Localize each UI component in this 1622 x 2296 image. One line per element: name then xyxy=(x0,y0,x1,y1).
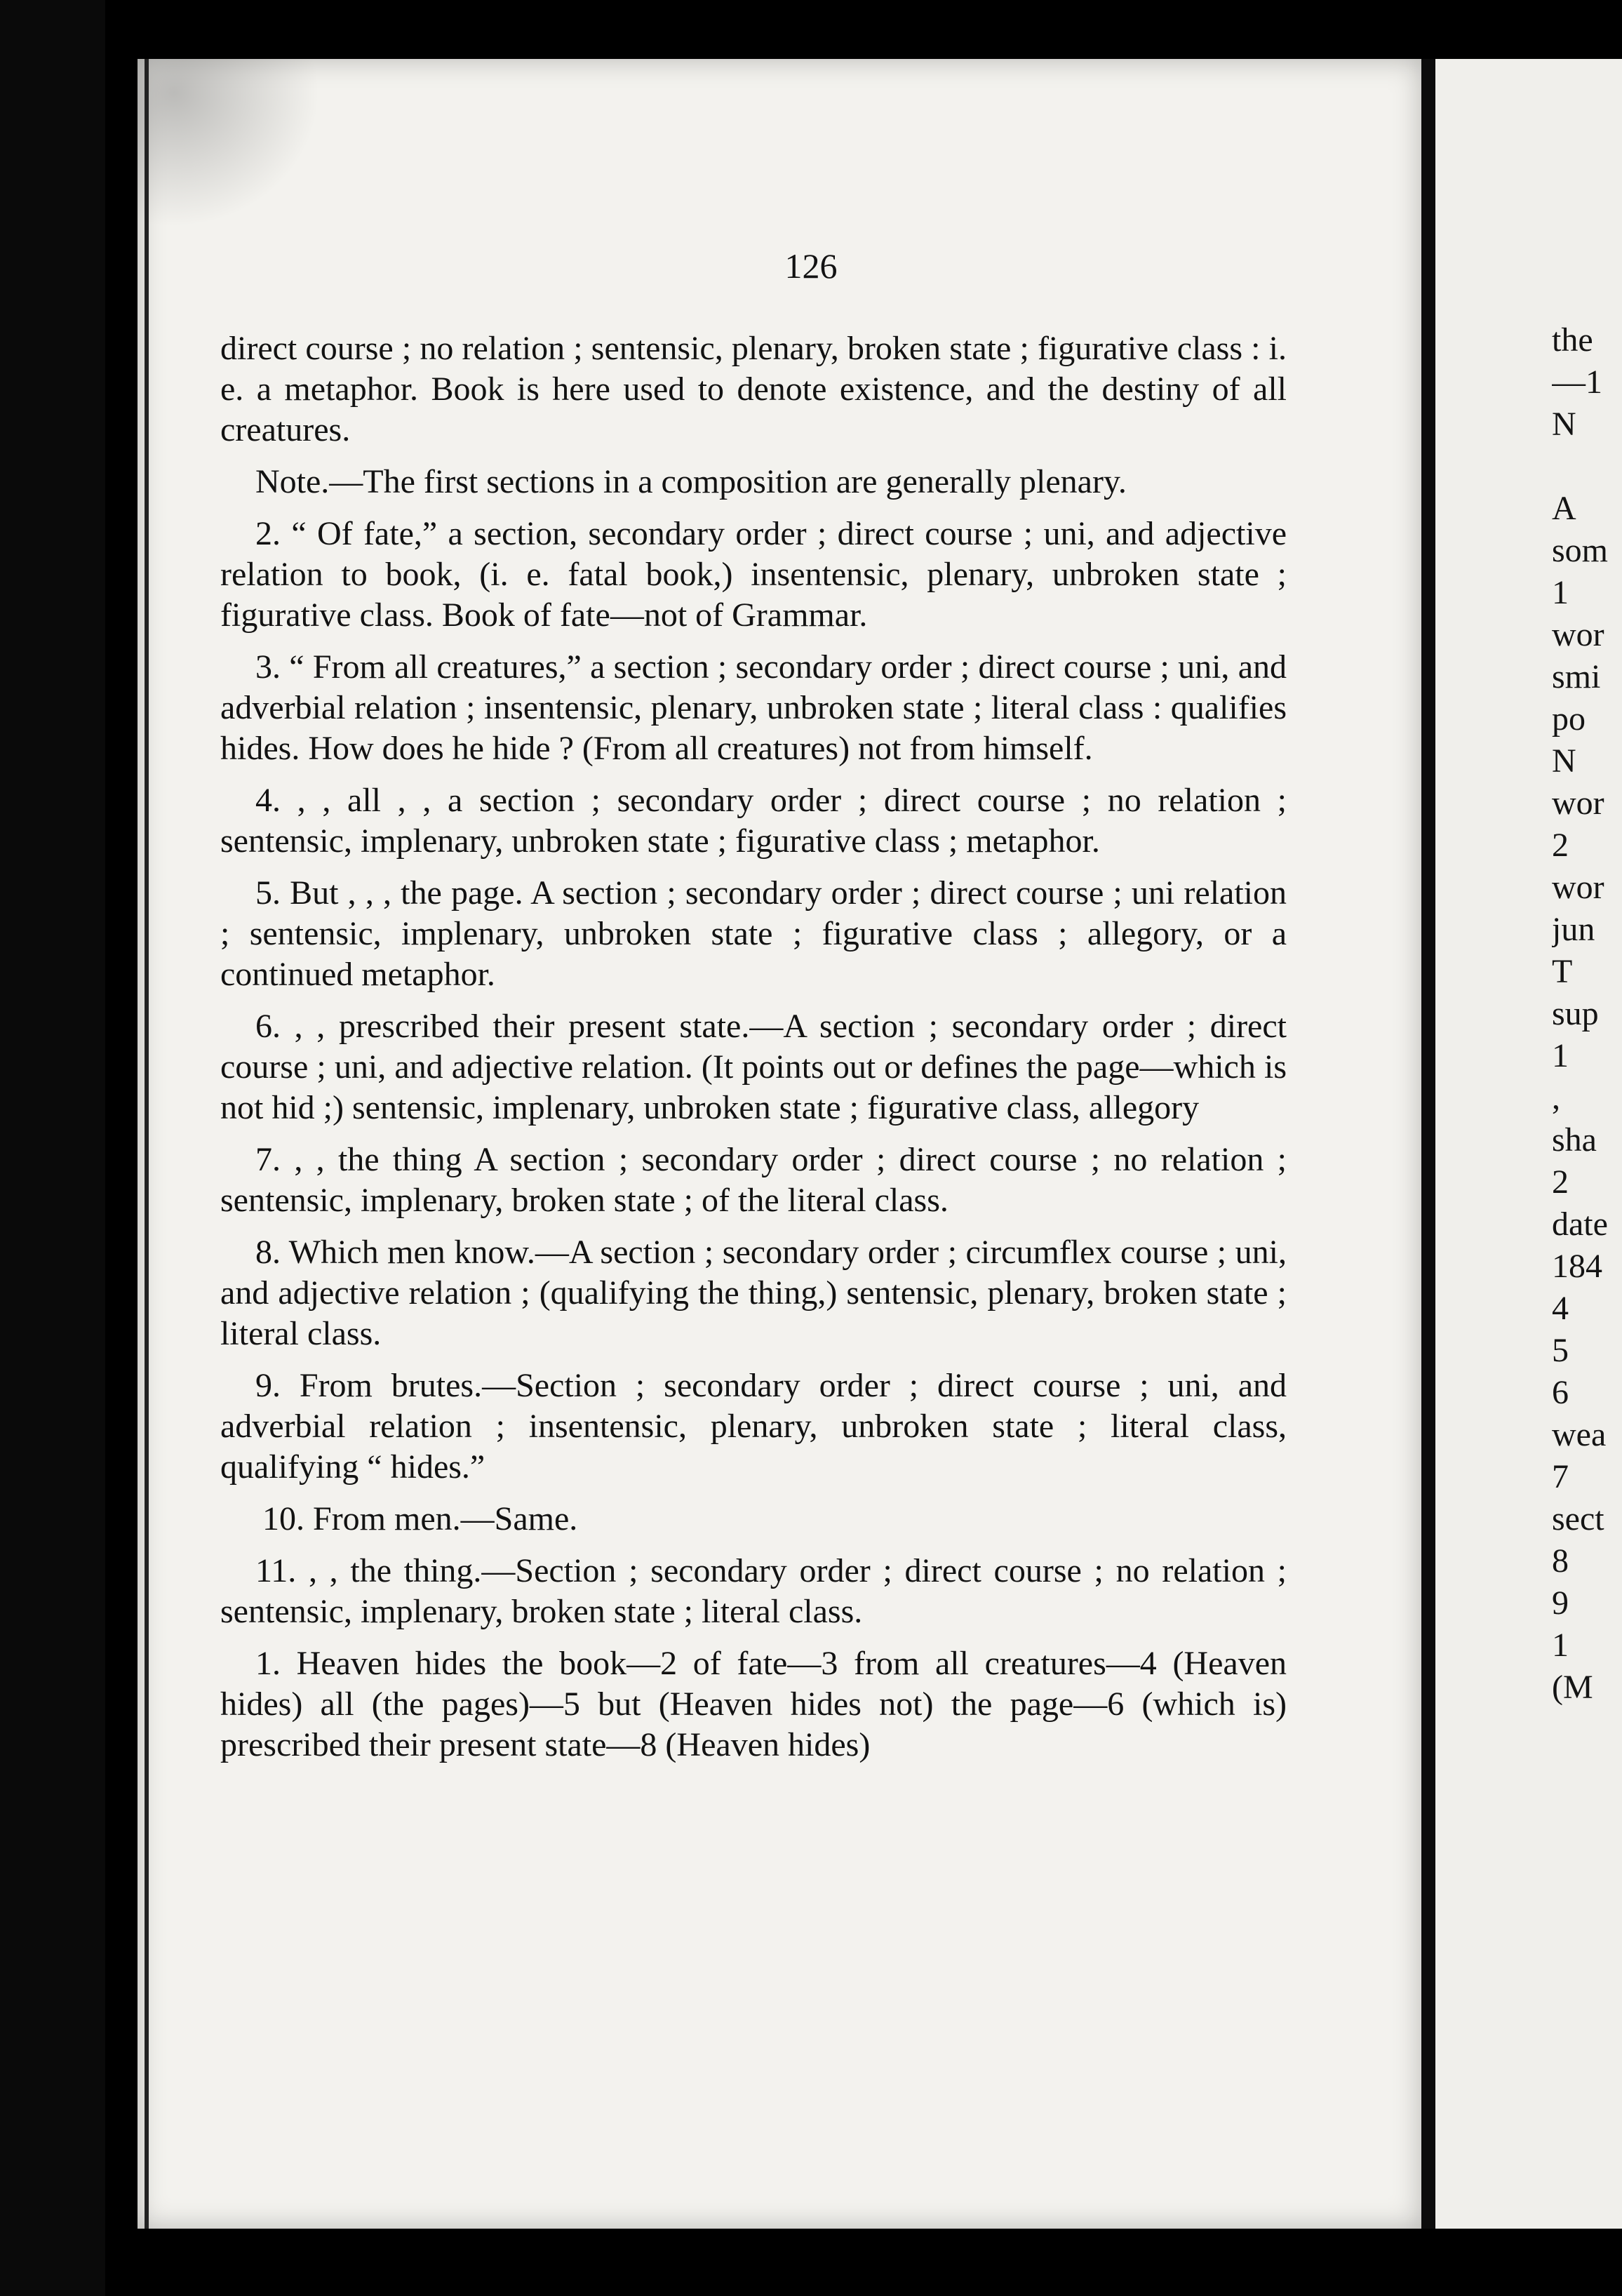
facing-line: 2 xyxy=(1552,1163,1569,1201)
page-stain xyxy=(138,59,320,227)
note-paragraph: Note.—The first sections in a composition are generally plenary. xyxy=(255,463,1127,500)
facing-line: sup xyxy=(1552,995,1599,1032)
paragraph: 6. , , prescribed their present state.—A section ; secondary order ; direct course ; uni, and adjective relation. (It points out or defines the page—which is not hid ;) sentensic, implenary, unbroken state ; figurative class, allegory xyxy=(220,1008,1287,1126)
gutter-shadow xyxy=(1421,59,1435,2229)
scan-margin-bottom xyxy=(138,2229,1421,2296)
paragraph: 1. Heaven hides the book—2 of fate—3 from all creatures—4 (Heaven hides) all (the pages)—5 but (Heaven hides not) the page—6 (which is) prescribed their present state—8 (Heaven hides) xyxy=(220,1645,1287,1763)
facing-line: wor xyxy=(1552,869,1604,906)
facing-line: N xyxy=(1552,742,1576,780)
facing-line: 1 xyxy=(1552,574,1569,611)
facing-line: 9 xyxy=(1552,1584,1569,1622)
facing-line: A xyxy=(1552,490,1576,527)
facing-line: smi xyxy=(1552,658,1601,695)
paragraph: 8. Which men know.—A section ; secondary order ; circumflex course ; uni, and adjective relation ; (qualifying the thing,) sentensic, plenary, broken state ; literal class. xyxy=(220,1234,1287,1352)
facing-line: 1 xyxy=(1552,1627,1569,1664)
facing-line: 1 xyxy=(1552,1037,1569,1074)
page-edge-line xyxy=(145,59,149,2229)
facing-line: jun xyxy=(1552,911,1595,948)
paragraph: 3. “ From all creatures,” a section ; secondary order ; direct course ; uni, and adverbial relation ; insentensic, plenary, unbroken state ; literal class : qualifies hides. How does he hide ? (From all creatures) not from himself. xyxy=(220,648,1287,767)
facing-line: wea xyxy=(1552,1416,1607,1453)
facing-line: T xyxy=(1552,953,1573,990)
facing-line: som xyxy=(1552,532,1609,569)
paragraph: 5. But , , , the page. A section ; secondary order ; direct course ; uni relation ; sentensic, implenary, unbroken state ; figurative class ; allegory, or a continued metaphor. xyxy=(220,874,1287,993)
facing-line: po xyxy=(1552,700,1586,737)
facing-line: the xyxy=(1552,321,1593,359)
facing-line: 184 xyxy=(1552,1248,1602,1285)
facing-line: sha xyxy=(1552,1121,1597,1159)
facing-line: wor xyxy=(1552,785,1604,822)
facing-page-text xyxy=(1552,319,1622,1709)
facing-line: 7 xyxy=(1552,1458,1569,1495)
facing-line: sect xyxy=(1552,1500,1604,1537)
scan-margin-left xyxy=(0,0,105,2296)
facing-line: 6 xyxy=(1552,1374,1569,1411)
page-number: 126 xyxy=(784,246,838,286)
paragraph: 2. “ Of fate,” a section, secondary order ; direct course ; uni, and adjective relation to book, (i. e. fatal book,) insentensic, plenary, unbroken state ; figurative class. Book of fate—not of Grammar. xyxy=(220,515,1287,634)
facing-line: wor xyxy=(1552,616,1604,653)
facing-line: , xyxy=(1552,1079,1560,1116)
facing-line: —1 xyxy=(1552,363,1602,401)
paragraph: 7. , , the thing A section ; secondary order ; direct course ; no relation ; sentensic, implenary, broken state ; of the literal class. xyxy=(220,1141,1287,1219)
paragraph: direct course ; no relation ; sentensic, plenary, broken state ; figurative class : i. e. a metaphor. Book is here used to denote existence, and the destiny of all creatures. xyxy=(220,330,1287,448)
facing-line: 4 xyxy=(1552,1290,1569,1327)
facing-line xyxy=(1552,446,1622,488)
facing-line: 8 xyxy=(1552,1542,1569,1580)
facing-line: 5 xyxy=(1552,1332,1569,1369)
paragraph: 9. From brutes.—Section ; secondary order ; direct course ; uni, and adverbial relation ; insentensic, plenary, unbroken state ; literal class, qualifying “ hides.” xyxy=(220,1367,1287,1486)
facing-line: N xyxy=(1552,406,1576,443)
facing-line: (M xyxy=(1552,1669,1593,1706)
paragraph: 11. , , the thing.—Section ; secondary order ; direct course ; no relation ; sentensic, implenary, broken state ; literal class. xyxy=(220,1552,1287,1630)
facing-line: 2 xyxy=(1552,827,1569,864)
page-body xyxy=(220,328,1287,1777)
facing-line: date xyxy=(1552,1206,1608,1243)
paragraph: 10. From men.—Same. xyxy=(262,1500,578,1537)
paragraph: 4. , , all , , a section ; secondary order ; direct course ; no relation ; sentensic, implenary, unbroken state ; figurative class ; metaphor. xyxy=(220,782,1287,860)
